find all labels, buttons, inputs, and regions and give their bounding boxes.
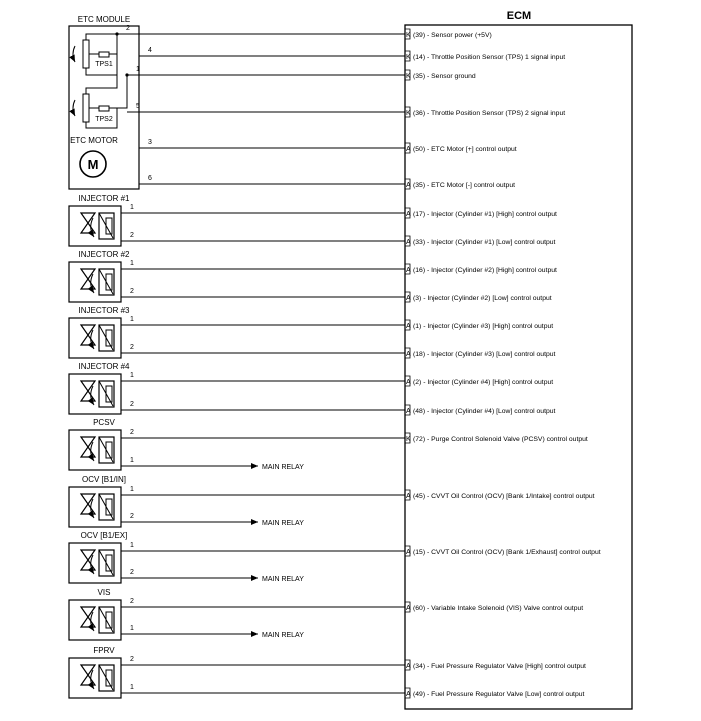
pin-number: 1	[130, 486, 134, 493]
ecm-pin-label: (14) - Throttle Position Sensor (TPS) 1 signal input	[413, 54, 566, 61]
pin-number: 4	[148, 47, 152, 54]
pin-number: 1	[130, 457, 134, 464]
terminal-letter: A	[406, 182, 411, 189]
terminal-letter: A	[406, 549, 411, 556]
ecm-pin-label: (72) - Purge Control Solenoid Valve (PCSV) control output	[413, 436, 588, 443]
pin-number: 5	[136, 103, 140, 110]
pin-number: 1	[130, 260, 134, 267]
solenoid-valve-icon	[81, 665, 114, 691]
main-relay-label: MAIN RELAY	[262, 464, 304, 471]
ecm-pin-label: (1) - Injector (Cylinder #3) [High] control output	[413, 323, 554, 330]
main-relay-label: MAIN RELAY	[262, 576, 304, 583]
component-title: INJECTOR #2	[78, 250, 130, 259]
terminal-letter: K	[406, 73, 411, 80]
ecm-pin-label: (17) - Injector (Cylinder #1) [High] control output	[413, 211, 557, 218]
component-title: VIS	[97, 588, 111, 597]
component-box	[69, 318, 121, 358]
terminal-letter: K	[406, 436, 411, 443]
etc-motor-title: ETC MOTOR	[70, 136, 118, 145]
pin-number: 2	[130, 656, 134, 663]
ecm-pin-label: (48) - Injector (Cylinder #4) [Low] control output	[413, 408, 556, 415]
terminal-letter: A	[406, 408, 411, 415]
ecm-pin-label: (39) - Sensor power (+5V)	[413, 32, 492, 39]
ecm-pin-label: (35) - ETC Motor [-] control output	[413, 182, 515, 189]
terminal-letter: A	[406, 379, 411, 386]
solenoid-valve-icon	[81, 269, 114, 295]
main-relay-label: MAIN RELAY	[262, 520, 304, 527]
component-box	[69, 600, 121, 640]
component-box	[69, 374, 121, 414]
etc-motor-letter: M	[87, 157, 99, 172]
pin-number: 2	[130, 288, 134, 295]
pin-number: 1	[130, 316, 134, 323]
component-title: FPRV	[93, 646, 115, 655]
pin-number: 1	[130, 542, 134, 549]
ecm-pin-label: (50) - ETC Motor [+] control output	[413, 146, 517, 153]
ecm-pin-label: (15) - CVVT Oil Control (OCV) [Bank 1/Exhaust] control output	[413, 549, 601, 556]
ecm-pin-label: (34) - Fuel Pressure Regulator Valve [High] control output	[413, 663, 586, 670]
main-relay-label: MAIN RELAY	[262, 632, 304, 639]
solenoid-valve-icon	[81, 550, 114, 576]
terminal-letter: A	[406, 239, 411, 246]
pin-number: 6	[148, 175, 152, 182]
tps1-sensor	[73, 32, 119, 75]
pin-number: 2	[130, 569, 134, 576]
terminal-letter: K	[406, 110, 411, 117]
etc-module-title: ETC MODULE	[77, 15, 131, 24]
tps1-label: TPS1	[95, 61, 113, 68]
solenoid-valve-icon	[81, 607, 114, 633]
ecm-pin-label: (49) - Fuel Pressure Regulator Valve [Low] control output	[413, 691, 585, 698]
pin-number: 3	[148, 139, 152, 146]
terminal-letter: A	[406, 146, 411, 153]
terminal-letter: A	[406, 493, 411, 500]
solenoid-valve-icon	[81, 325, 114, 351]
solenoid-valve-icon	[81, 213, 114, 239]
pin-number: 1	[130, 372, 134, 379]
component-title: PCSV	[93, 418, 115, 427]
solenoid-valve-icon	[81, 381, 114, 407]
terminal-letter: A	[406, 691, 411, 698]
component-title: INJECTOR #1	[78, 194, 130, 203]
terminal-letter: A	[406, 605, 411, 612]
component-box	[69, 206, 121, 246]
pin-number: 1	[130, 204, 134, 211]
component-title: OCV [B1/EX]	[80, 531, 128, 540]
ecm-pin-label: (33) - Injector (Cylinder #1) [Low] control output	[413, 239, 556, 246]
ecm-pin-label: (36) - Throttle Position Sensor (TPS) 2 signal input	[413, 110, 566, 117]
ecm-pin-label: (35) - Sensor ground	[413, 73, 476, 80]
ecm-pin-label: (18) - Injector (Cylinder #3) [Low] control output	[413, 351, 556, 358]
component-title: INJECTOR #4	[78, 362, 130, 371]
pin-number: 2	[130, 598, 134, 605]
terminal-letter: A	[406, 211, 411, 218]
pin-number: 2	[130, 429, 134, 436]
ecm-pin-label: (2) - Injector (Cylinder #4) [High] control output	[413, 379, 554, 386]
terminal-letter: K	[406, 32, 411, 39]
component-title: OCV [B1/IN]	[81, 475, 127, 484]
tps2-label: TPS2	[95, 116, 113, 123]
component-box	[69, 430, 121, 470]
ecm-title: ECM	[506, 10, 532, 22]
pin-number: 2	[130, 401, 134, 408]
pin-number: 2	[130, 232, 134, 239]
terminal-letter: A	[406, 267, 411, 274]
pin-number: 2	[126, 25, 130, 32]
pin-number: 1	[130, 684, 134, 691]
ecm-pin-label: (3) - Injector (Cylinder #2) [Low] control output	[413, 295, 552, 302]
solenoid-valve-icon	[81, 494, 114, 520]
terminal-letter: A	[406, 323, 411, 330]
component-box	[69, 487, 121, 527]
pin-number: 2	[130, 513, 134, 520]
ecm-pin-label: (60) - Variable Intake Solenoid (VIS) Valve control output	[413, 605, 584, 612]
terminal-letter: A	[406, 295, 411, 302]
pin-number: 1	[136, 66, 140, 73]
pin-number: 1	[130, 625, 134, 632]
ecm-pin-label: (16) - Injector (Cylinder #2) [High] control output	[413, 267, 557, 274]
terminal-letter: A	[406, 351, 411, 358]
component-box	[69, 658, 121, 698]
terminal-letter: K	[406, 54, 411, 61]
terminal-letter: A	[406, 663, 411, 670]
component-box	[69, 543, 121, 583]
pin-number: 2	[130, 344, 134, 351]
component-title: INJECTOR #3	[78, 306, 130, 315]
ecm-pin-label: (45) - CVVT Oil Control (OCV) [Bank 1/Intake] control output	[413, 493, 595, 500]
component-box	[69, 262, 121, 302]
solenoid-valve-icon	[81, 437, 114, 463]
